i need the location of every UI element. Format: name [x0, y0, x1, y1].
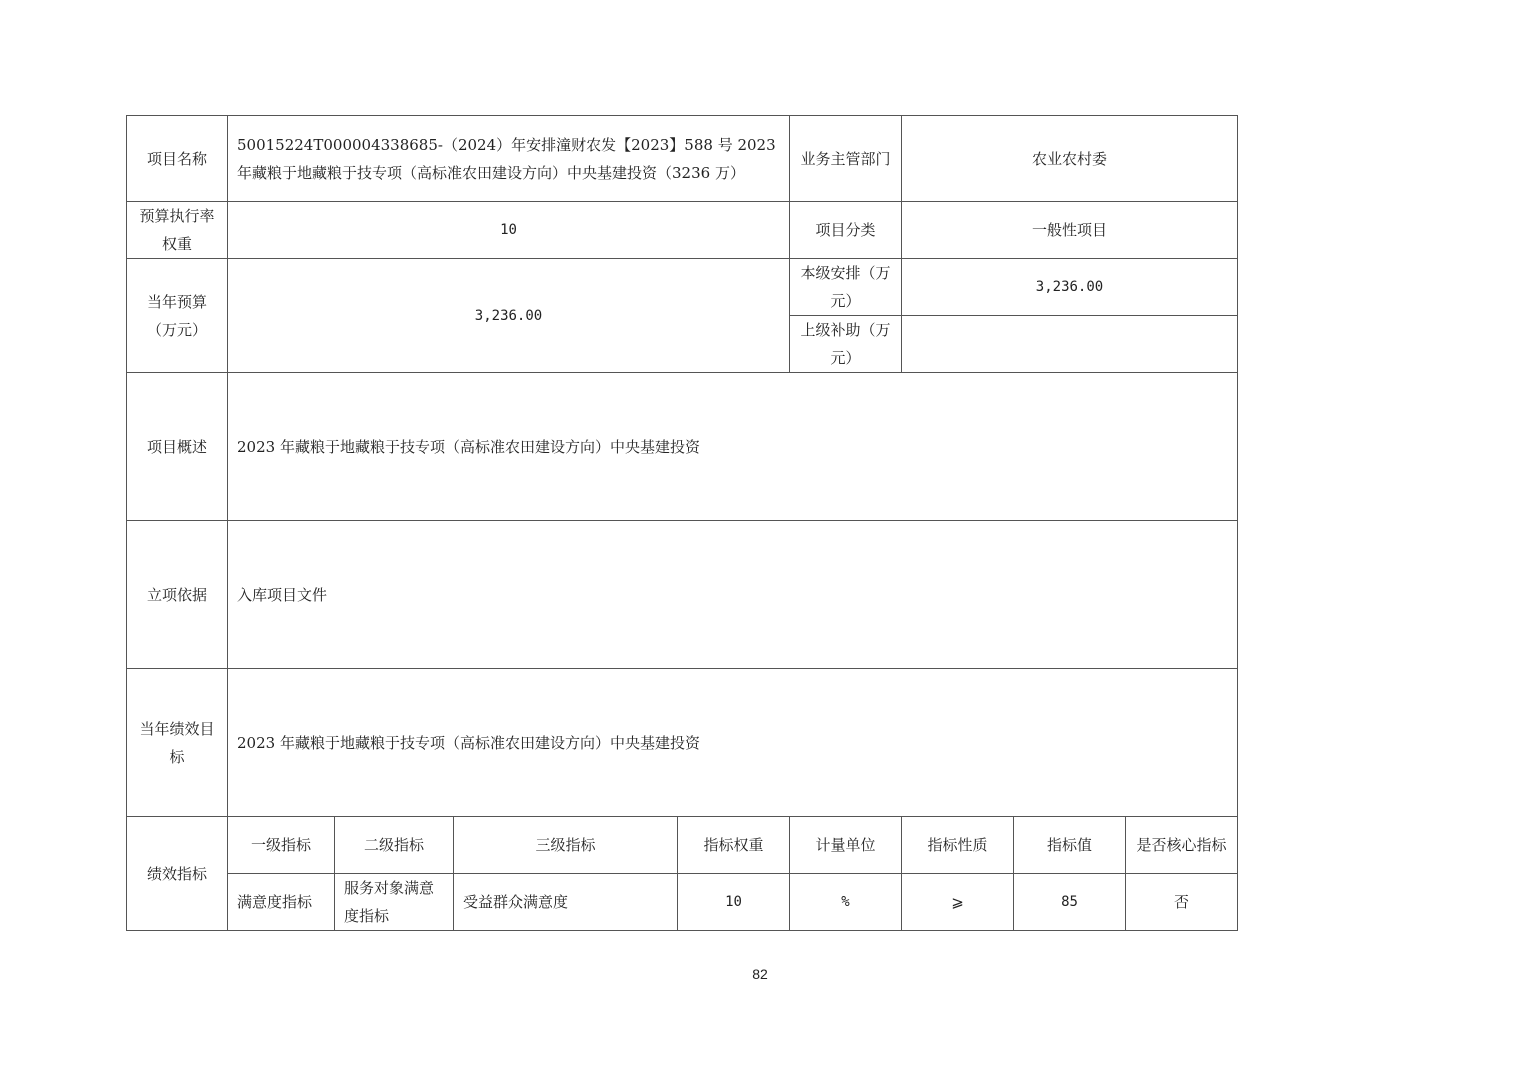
budget-rate-row	[127, 202, 1238, 259]
overview-row	[127, 373, 1238, 521]
project-basis-value: 入库项目文件	[228, 521, 1238, 669]
indicator-header-level3: 三级指标	[454, 817, 678, 874]
indicator-header-weight: 指标权重	[678, 817, 790, 874]
table-row	[127, 874, 1238, 931]
indicator-header-level1: 一级指标	[228, 817, 335, 874]
project-category-label: 项目分类	[790, 202, 902, 259]
performance-goal-label: 当年绩效目标	[127, 669, 228, 817]
department-value: 农业农村委	[902, 116, 1238, 202]
project-name-row	[127, 116, 1238, 202]
indicator-unit: %	[790, 874, 902, 931]
indicator-header-nature: 指标性质	[902, 817, 1014, 874]
indicator-header-unit: 计量单位	[790, 817, 902, 874]
indicator-value: 85	[1014, 874, 1126, 931]
project-overview-label: 项目概述	[127, 373, 228, 521]
department-label: 业务主管部门	[790, 116, 902, 202]
budget-row-local	[127, 259, 1238, 316]
indicator-weight: 10	[678, 874, 790, 931]
indicator-header-level2: 二级指标	[335, 817, 454, 874]
annual-budget-label: 当年预算（万元）	[127, 259, 228, 373]
goal-row	[127, 669, 1238, 817]
basis-row	[127, 521, 1238, 669]
project-name-label: 项目名称	[127, 116, 228, 202]
indicator-header-value: 指标值	[1014, 817, 1126, 874]
indicator-header-row	[127, 817, 1238, 874]
indicator-core: 否	[1126, 874, 1238, 931]
budget-rate-label: 预算执行率权重	[127, 202, 228, 259]
superior-subsidy-label: 上级补助（万元）	[790, 316, 902, 373]
local-allocation-value: 3,236.00	[902, 259, 1238, 316]
project-performance-table	[126, 115, 1238, 931]
indicator-level2: 服务对象满意度指标	[335, 874, 454, 931]
annual-budget-value: 3,236.00	[228, 259, 790, 373]
budget-rate-value: 10	[228, 202, 790, 259]
project-overview-value: 2023 年藏粮于地藏粮于技专项（高标准农田建设方向）中央基建投资	[228, 373, 1238, 521]
performance-goal-value: 2023 年藏粮于地藏粮于技专项（高标准农田建设方向）中央基建投资	[228, 669, 1238, 817]
project-basis-label: 立项依据	[127, 521, 228, 669]
local-allocation-label: 本级安排（万元）	[790, 259, 902, 316]
indicator-level3: 受益群众满意度	[454, 874, 678, 931]
page-number: 82	[752, 966, 768, 982]
superior-subsidy-value	[902, 316, 1238, 373]
indicator-level1: 满意度指标	[228, 874, 335, 931]
indicator-header-core: 是否核心指标	[1126, 817, 1238, 874]
project-name-value: 50015224T000004338685-（2024）年安排潼财农发【2023】588 号 2023 年藏粮于地藏粮于技专项（高标准农田建设方向）中央基建投资（3236 万）	[228, 116, 790, 202]
project-category-value: 一般性项目	[902, 202, 1238, 259]
indicator-nature: ⩾	[902, 874, 1014, 931]
performance-indicators-label: 绩效指标	[127, 817, 228, 931]
